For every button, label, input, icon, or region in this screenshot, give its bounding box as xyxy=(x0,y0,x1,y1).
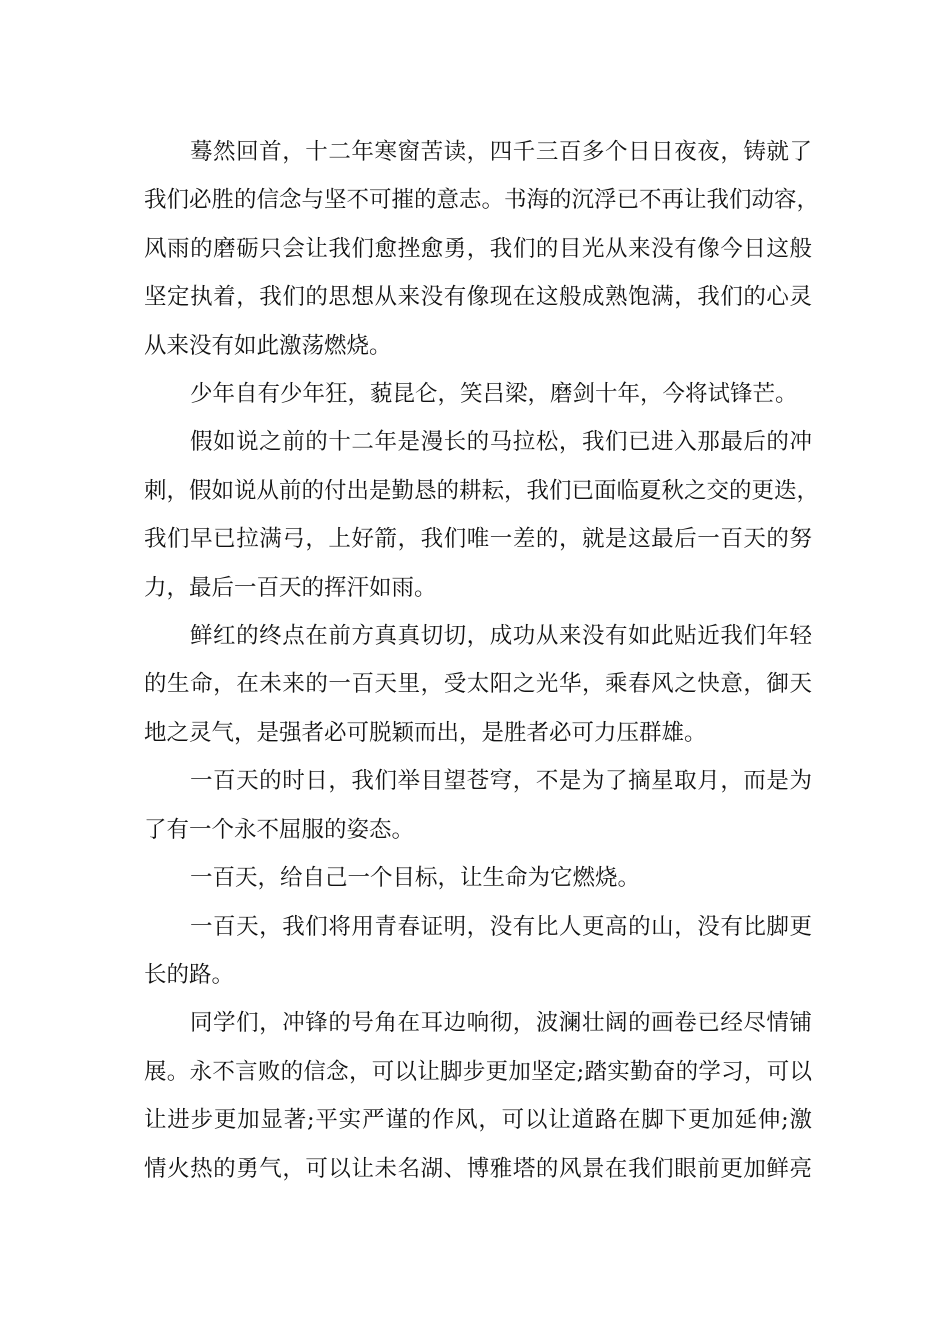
text-line: 的生命，在未来的一百天里，受太阳之光华，乘春风之快意，御天 xyxy=(144,671,812,698)
text-line: 我们早已拉满弓，上好箭，我们唯一差的，就是这最后一百天的努 xyxy=(144,526,812,553)
paragraph xyxy=(144,757,812,854)
text-line: 了有一个永不屈服的姿态。 xyxy=(144,816,415,843)
text-line: 力，最后一百天的挥汗如雨。 xyxy=(144,574,437,601)
text-line: 让进步更加显著;平实严谨的作风，可以让道路在脚下更加延伸;激 xyxy=(144,1107,812,1134)
paragraph xyxy=(144,370,812,418)
text-line: 刺，假如说从前的付出是勤恳的耕耘，我们已面临夏秋之交的更迭， xyxy=(144,477,820,504)
paragraph xyxy=(144,854,812,902)
text-line: 一百天的时日，我们举目望苍穹，不是为了摘星取月，而是为 xyxy=(190,768,812,795)
text-line: 少年自有少年狂，藐昆仑，笑吕梁，磨剑十年，今将试锋芒。 xyxy=(190,381,798,408)
text-line: 从来没有如此激荡燃烧。 xyxy=(144,332,392,359)
text-line: 情火热的勇气，可以让未名湖、博雅塔的风景在我们眼前更加鲜亮 xyxy=(144,1155,812,1182)
text-line: 风雨的磨砺只会让我们愈挫愈勇，我们的目光从来没有像今日这般 xyxy=(144,235,812,262)
text-line: 一百天，我们将用青春证明，没有比人更高的山，没有比脚更 xyxy=(190,913,812,940)
text-line: 蓦然回首，十二年寒窗苦读，四千三百多个日日夜夜，铸就了 xyxy=(190,139,812,165)
text-line: 坚定执着，我们的思想从来没有像现在这般成熟饱满，我们的心灵 xyxy=(144,284,812,311)
text-line: 同学们，冲锋的号角在耳边响彻，波澜壮阔的画卷已经尽情铺 xyxy=(190,1010,812,1037)
paragraph xyxy=(144,612,812,757)
text-line: 我们必胜的信念与坚不可摧的意志。书海的沉浮已不再让我们动容， xyxy=(144,187,820,214)
text-line: 鲜红的终点在前方真真切切，成功从来没有如此贴近我们年轻 xyxy=(190,623,812,650)
text-line: 一百天，给自己一个目标，让生命为它燃烧。 xyxy=(190,865,641,892)
text-line: 展。永不言败的信念，可以让脚步更加坚定;踏实勤奋的学习，可以 xyxy=(144,1058,812,1085)
document-body xyxy=(144,128,820,1193)
paragraph xyxy=(144,903,812,1000)
paragraph xyxy=(144,418,820,612)
text-line: 长的路。 xyxy=(144,961,235,988)
paragraph xyxy=(144,999,812,1193)
paragraph xyxy=(144,128,820,370)
text-line: 地之灵气，是强者必可脱颖而出，是胜者必可力压群雄。 xyxy=(144,719,707,746)
text-line: 假如说之前的十二年是漫长的马拉松，我们已进入那最后的冲 xyxy=(190,429,812,456)
